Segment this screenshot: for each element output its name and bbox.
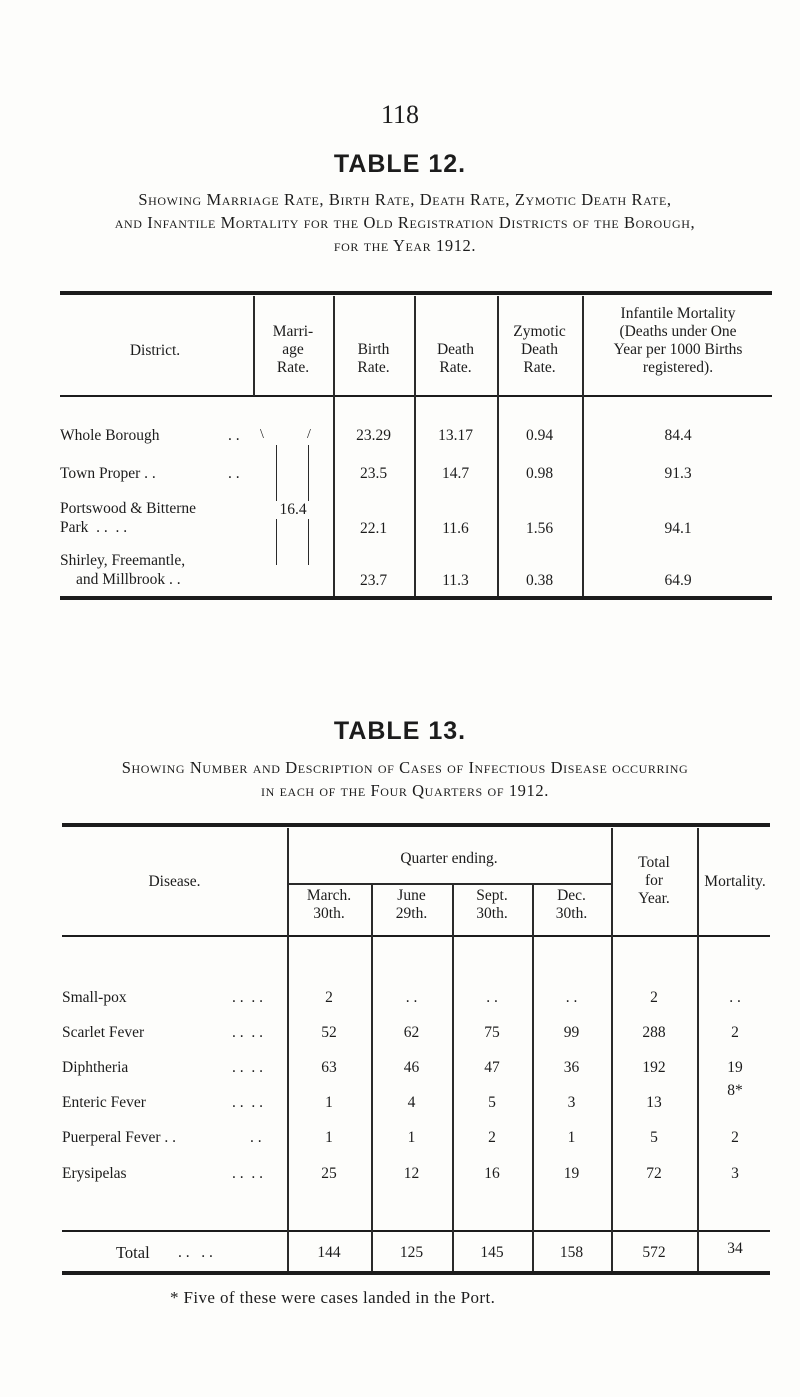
- sept-cases: 47: [484, 1059, 500, 1076]
- header-line: Marri-: [272, 323, 314, 340]
- col-separator: [452, 884, 454, 1271]
- header-marriage-rate: [253, 323, 333, 377]
- table-12-caption: [40, 188, 770, 257]
- header-death-rate: [414, 341, 497, 377]
- header-line: 30th.: [476, 905, 508, 922]
- footnote: * Five of these were cases landed in the Port.: [170, 1288, 496, 1307]
- disease-name: Scarlet Fever: [62, 1024, 145, 1041]
- march-cases: 52: [321, 1024, 337, 1041]
- sept-cases: 16: [484, 1165, 500, 1182]
- header-line: Year per 1000 Births: [613, 341, 743, 358]
- leader-dots: . . . .: [232, 989, 263, 1006]
- zymotic-rate: 1.56: [525, 520, 554, 537]
- header-line: Birth: [357, 341, 390, 358]
- header-line: for: [644, 872, 664, 889]
- header-rule: [60, 395, 772, 397]
- header-line: March.: [306, 887, 352, 904]
- birth-rate: 23.29: [356, 427, 391, 444]
- left-brace: \: [260, 427, 264, 442]
- june-cases: 62: [403, 1024, 420, 1041]
- disease-name: Small-pox: [62, 989, 127, 1006]
- table-13-caption: [40, 756, 770, 802]
- header-line: Rate.: [357, 359, 390, 376]
- leader-dots: . .: [250, 1129, 262, 1146]
- june-total: 125: [399, 1244, 424, 1261]
- birth-rate: 22.1: [359, 520, 388, 537]
- june-cases: . .: [405, 989, 418, 1006]
- header-line: Rate.: [276, 359, 310, 376]
- header-march: [287, 887, 371, 923]
- header-line: 30th.: [555, 905, 588, 922]
- district-line: Portswood & Bitterne: [60, 500, 197, 517]
- mortality: 3: [731, 1165, 739, 1182]
- dec-total: 158: [559, 1244, 584, 1261]
- caption-line: for the Year 1912.: [333, 236, 477, 255]
- header-birth-rate: [333, 341, 414, 377]
- sept-cases: . .: [486, 989, 498, 1006]
- dec-cases: . .: [565, 989, 578, 1006]
- header-line: age: [282, 341, 304, 358]
- caption-line: Showing Number and Description of Cases of Infectious Disease occurring: [121, 758, 689, 777]
- mortality: 2: [731, 1024, 739, 1041]
- header-line: Total: [638, 854, 670, 871]
- total-rule: [62, 1230, 770, 1232]
- header-dec: [532, 887, 611, 923]
- district-name: Town Proper . .: [60, 465, 156, 482]
- district-line: and Millbrook . .: [76, 571, 181, 588]
- header-disease: Disease.: [148, 873, 201, 890]
- sept-cases: 75: [484, 1024, 500, 1041]
- infantile-mortality: 64.9: [664, 572, 692, 589]
- march-cases: 1: [325, 1129, 333, 1146]
- header-line: June: [397, 887, 426, 904]
- birth-rate: 23.5: [359, 465, 388, 482]
- total-label: Total: [116, 1243, 150, 1262]
- leader-dots: . . . .: [232, 1165, 263, 1182]
- page-number: 118: [380, 100, 420, 129]
- caption-line: Showing Marriage Rate, Birth Rate, Death Rate, Zymotic Death Rate,: [138, 190, 672, 209]
- zymotic-rate: 0.94: [525, 427, 554, 444]
- june-cases: 12: [403, 1165, 420, 1182]
- header-total-for-year: [611, 854, 697, 908]
- leader-dots: . .: [228, 465, 240, 482]
- total-cases: 192: [642, 1059, 666, 1076]
- sept-cases: 2: [488, 1129, 496, 1146]
- zymotic-rate: 0.38: [525, 572, 554, 589]
- header-sept: [452, 887, 532, 923]
- total-cases: 5: [650, 1129, 658, 1146]
- sept-total: 145: [480, 1244, 504, 1261]
- birth-rate: 23.7: [359, 572, 388, 589]
- right-brace: /: [307, 427, 311, 442]
- mortality: . .: [729, 989, 741, 1006]
- header-line: Death: [436, 341, 474, 358]
- june-cases: 4: [407, 1094, 416, 1111]
- mortality-total: 34: [727, 1240, 743, 1257]
- march-cases: 25: [321, 1165, 337, 1182]
- header-mortality: Mortality.: [704, 873, 766, 890]
- header-line: Rate.: [523, 359, 556, 376]
- dec-cases: 3: [567, 1094, 576, 1111]
- dec-cases: 1: [567, 1129, 576, 1146]
- header-rule: [62, 935, 770, 937]
- year-total: 572: [642, 1244, 666, 1261]
- marriage-rate-value: 16.4: [253, 501, 333, 519]
- disease-name: Puerperal Fever . .: [62, 1129, 177, 1146]
- table-13-title: TABLE 13.: [333, 717, 467, 745]
- leader-dots: . . . .: [232, 1024, 263, 1041]
- death-rate: 11.3: [442, 572, 469, 589]
- district-name: [60, 551, 185, 589]
- header-line: Dec.: [557, 887, 586, 904]
- header-infantile-mortality: [582, 305, 774, 377]
- bottom-rule: [60, 596, 772, 600]
- col-separator: [371, 884, 373, 1271]
- sept-cases: 5: [488, 1094, 496, 1111]
- mortality: 19: [727, 1059, 743, 1076]
- leader-dots: . .: [228, 427, 240, 444]
- infantile-mortality: 91.3: [664, 465, 692, 482]
- june-cases: 1: [407, 1129, 416, 1146]
- header-june: [371, 887, 452, 923]
- top-rule: [60, 291, 772, 295]
- disease-name: Diphtheria: [62, 1059, 129, 1076]
- header-quarter-ending: Quarter ending.: [400, 850, 498, 867]
- death-rate: 13.17: [438, 427, 473, 444]
- header-line: registered).: [642, 359, 714, 376]
- header-line: Year.: [638, 890, 670, 907]
- disease-name: Enteric Fever: [62, 1094, 146, 1111]
- total-cases: 13: [646, 1094, 662, 1111]
- header-line: Death: [520, 341, 558, 358]
- zymotic-rate: 0.98: [525, 465, 554, 482]
- header-line: 30th.: [313, 905, 345, 922]
- bottom-rule: [62, 1271, 770, 1275]
- district-name: Whole Borough: [60, 427, 160, 444]
- disease-name: Erysipelas: [62, 1165, 127, 1182]
- mortality: 8*: [727, 1082, 743, 1099]
- march-total: 144: [317, 1244, 341, 1261]
- death-rate: 14.7: [441, 465, 470, 482]
- header-line: Sept.: [476, 887, 508, 904]
- header-line: Zymotic: [513, 323, 566, 340]
- header-zymotic-rate: [497, 323, 582, 377]
- table-12-title: TABLE 12.: [333, 150, 467, 178]
- caption-line: and Infantile Mortality for the Old Registration Districts of the Borough,: [114, 213, 696, 232]
- district-name: [60, 499, 196, 537]
- dec-cases: 19: [563, 1165, 580, 1182]
- mortality: 2: [731, 1129, 739, 1146]
- col-separator: [697, 828, 699, 1271]
- total-cases: 2: [650, 989, 658, 1006]
- death-rate: 11.6: [442, 520, 469, 537]
- leader-dots: . . . .: [232, 1094, 263, 1111]
- header-line: (Deaths under One: [619, 323, 737, 340]
- june-cases: 46: [403, 1059, 420, 1076]
- march-cases: 2: [325, 989, 333, 1006]
- leader-dots: . . . .: [232, 1059, 263, 1076]
- infantile-mortality: 84.4: [664, 427, 692, 444]
- top-rule: [62, 823, 770, 827]
- col-separator: [532, 884, 534, 1271]
- leader-dots: . . . .: [178, 1244, 213, 1261]
- district-line: Park . . . .: [60, 519, 128, 536]
- dec-cases: 36: [563, 1059, 580, 1076]
- march-cases: 63: [321, 1059, 337, 1076]
- header-line: Rate.: [439, 359, 472, 376]
- total-cases: 72: [646, 1165, 662, 1182]
- total-cases: 288: [642, 1024, 666, 1041]
- header-line: Infantile Mortality: [620, 305, 736, 322]
- quarter-header-rule: [287, 883, 611, 885]
- infantile-mortality: 94.1: [664, 520, 692, 537]
- dec-cases: 99: [563, 1024, 580, 1041]
- caption-line: in each of the Four Quarters of 1912.: [261, 781, 549, 800]
- header-line: 29th.: [395, 905, 428, 922]
- district-line: Shirley, Freemantle,: [60, 552, 186, 569]
- march-cases: 1: [325, 1094, 333, 1111]
- header-district: District.: [129, 342, 181, 359]
